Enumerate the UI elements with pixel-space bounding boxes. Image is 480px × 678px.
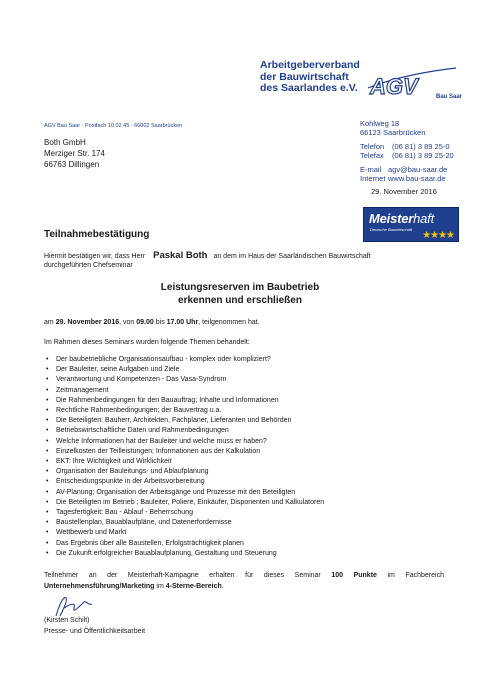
badge-stars-icon: ★★★★ [422, 230, 454, 241]
list-item: • EKT: Ihre Wichtigkeit und Wirklichkeit [46, 457, 324, 467]
meisterhaft-badge [363, 207, 459, 242]
list-item: • Das Ergebnis über alle Baustellen, Erfolgsträchtigkeit planen [46, 539, 324, 549]
list-item: • Zeitmanagement [46, 386, 324, 396]
list-item: • Verantwortung und Kompetenzen - Das Vasa-Syndrom [46, 375, 324, 385]
email-link[interactable]: agv@bau-saar.de [388, 165, 448, 175]
points-value: 100 Punkte [331, 572, 377, 579]
badge-subtitle: Deutsche Bauwirtschaft [370, 227, 413, 232]
list-item: • Der baubetriebliche Organisationsaufbau - komplex oder kompliziert? [46, 355, 324, 365]
attendance-line: am 29. November 2016, von 09.00 bis 17.00 Uhr, teilgenommen hat. [44, 319, 260, 326]
attendance-from: 09.00 [136, 319, 154, 326]
intro-line-2: durchgeführten Chefseminar [44, 262, 133, 269]
list-item: • Organisation der Bauleitungs- und Ablaufplanung [46, 467, 324, 477]
contact-phone: Telefon (06 81) 3 89 25-0 [360, 142, 450, 152]
logo-text: AGV [370, 74, 418, 99]
list-item: • Baustellenplan, Bauablaufpläne, und Datenerfordernisse [46, 518, 324, 528]
participant-name: Paskal Both [153, 250, 208, 261]
list-item: • Die Beteiligten im Betrieb ; Bauleiter, Poliere, Einkäufer, Disponenten und Kalkulatoren [46, 498, 324, 508]
list-item: • Tagesfertigkeit: Bau - Ablauf - Beherrschung [46, 508, 324, 518]
document-heading: Teilnahmebestätigung [44, 229, 150, 240]
contact-city: 66123 Saarbrücken [360, 127, 426, 137]
badge-title: Meisterhaft [369, 211, 435, 226]
signature-stroke [56, 598, 92, 616]
recipient-address [44, 137, 105, 170]
points-level: 4-Sterne-Bereich [165, 583, 222, 590]
topics-intro: Im Rahmen dieses Seminars wurden folgende Themen behandelt: [44, 339, 250, 346]
org-line-1: Arbeitgeberverband [260, 59, 360, 71]
recipient-line-2: Merziger Str. 174 [44, 149, 105, 158]
points-area: Unternehmensführung/Marketing [44, 583, 155, 590]
intro-line-1: Hiermit bestätigen wir, dass Herr Paskal Both an dem im Haus der Saarländischen Bauwirtschaft [44, 250, 371, 261]
list-item: • AV-Planung; Organisation der Arbeitsgänge und Prozesse mit den Beteiligten [46, 488, 324, 498]
list-item: • Wettbewerb und Markt [46, 528, 324, 538]
signer-name: (Kirsten Schilt) [44, 617, 90, 624]
contact-email: E-mail agv@bau-saar.de [360, 165, 448, 175]
signer-role: Presse- und Öffentlichkeitsarbeit [44, 628, 146, 635]
attendance-date: 29. November 2016 [55, 319, 120, 326]
recipient-line-1: Both GmbH [44, 138, 86, 147]
list-item: • Betriebswirtschaftliche Daten und Rahmenbedingungen [46, 426, 324, 436]
recipient-line-3: 66763 Dillingen [44, 160, 100, 169]
letter-date: 29. November 2016 [371, 187, 437, 196]
topics-list [46, 355, 324, 559]
contact-street: Kohlweg 18 [360, 119, 400, 128]
sender-line: AGV Bau Saar · Postfach 10 02 45 · 66002 Saarbrücken [44, 123, 183, 129]
logo-sub: Bau Saar [436, 94, 463, 100]
list-item: • Einzelkosten der Teilleistungen; Informationen aus der Kalkulation [46, 447, 324, 457]
signer-block [44, 615, 145, 637]
seminar-title-line-1: Leistungsreserven im Baubetrieb [160, 282, 320, 293]
list-item: • Rechtliche Rahmenbedingungen; der Bauvertrag u.a. [46, 406, 324, 416]
contact-block [360, 120, 454, 184]
intro-paragraph [44, 251, 371, 270]
seminar-title [0, 281, 480, 307]
org-line-3: des Saarlandes e.V. [260, 82, 358, 94]
list-item: • Entscheidungspunkte in der Arbeitsvorbereitung [46, 477, 324, 487]
list-item: • Die Rahmenbedingungen für den Bauauftrag; Inhalte und Informationen [46, 396, 324, 406]
attendance-to: 17.00 Uhr [166, 319, 199, 326]
list-item: • Die Beteiligten: Bauherr, Architekten, Fachplaner, Lieferanten und Behörden [46, 416, 324, 426]
agv-logo [364, 66, 464, 100]
website-link[interactable]: www.bau-saar.de [388, 173, 446, 183]
list-item: • Der Bauleiter, seine Aufgaben und Ziele [46, 365, 324, 375]
list-item: • Die Zukunft erfolgreicher Bauablaufplanung, Gestaltung und Steuerung [46, 549, 324, 559]
points-paragraph: Teilnehmer an der Meisterhaft-Kampagne erhalten für dieses Seminar 100 Punkte im Fachbereich Unternehmensführung/Marketing im 4-Sterne-Bereich. [44, 572, 444, 590]
contact-internet: Internet www.bau-saar.de [360, 173, 446, 183]
organization-name [260, 60, 360, 95]
contact-fax: Telefax (06 81) 3 89 25-20 [360, 150, 454, 160]
seminar-title-line-2: erkennen und erschließen [178, 295, 302, 306]
list-item: • Welche Informationen hat der Bauleiter und welche muss er haben? [46, 437, 324, 447]
org-line-2: der Bauwirtschaft [260, 70, 349, 83]
